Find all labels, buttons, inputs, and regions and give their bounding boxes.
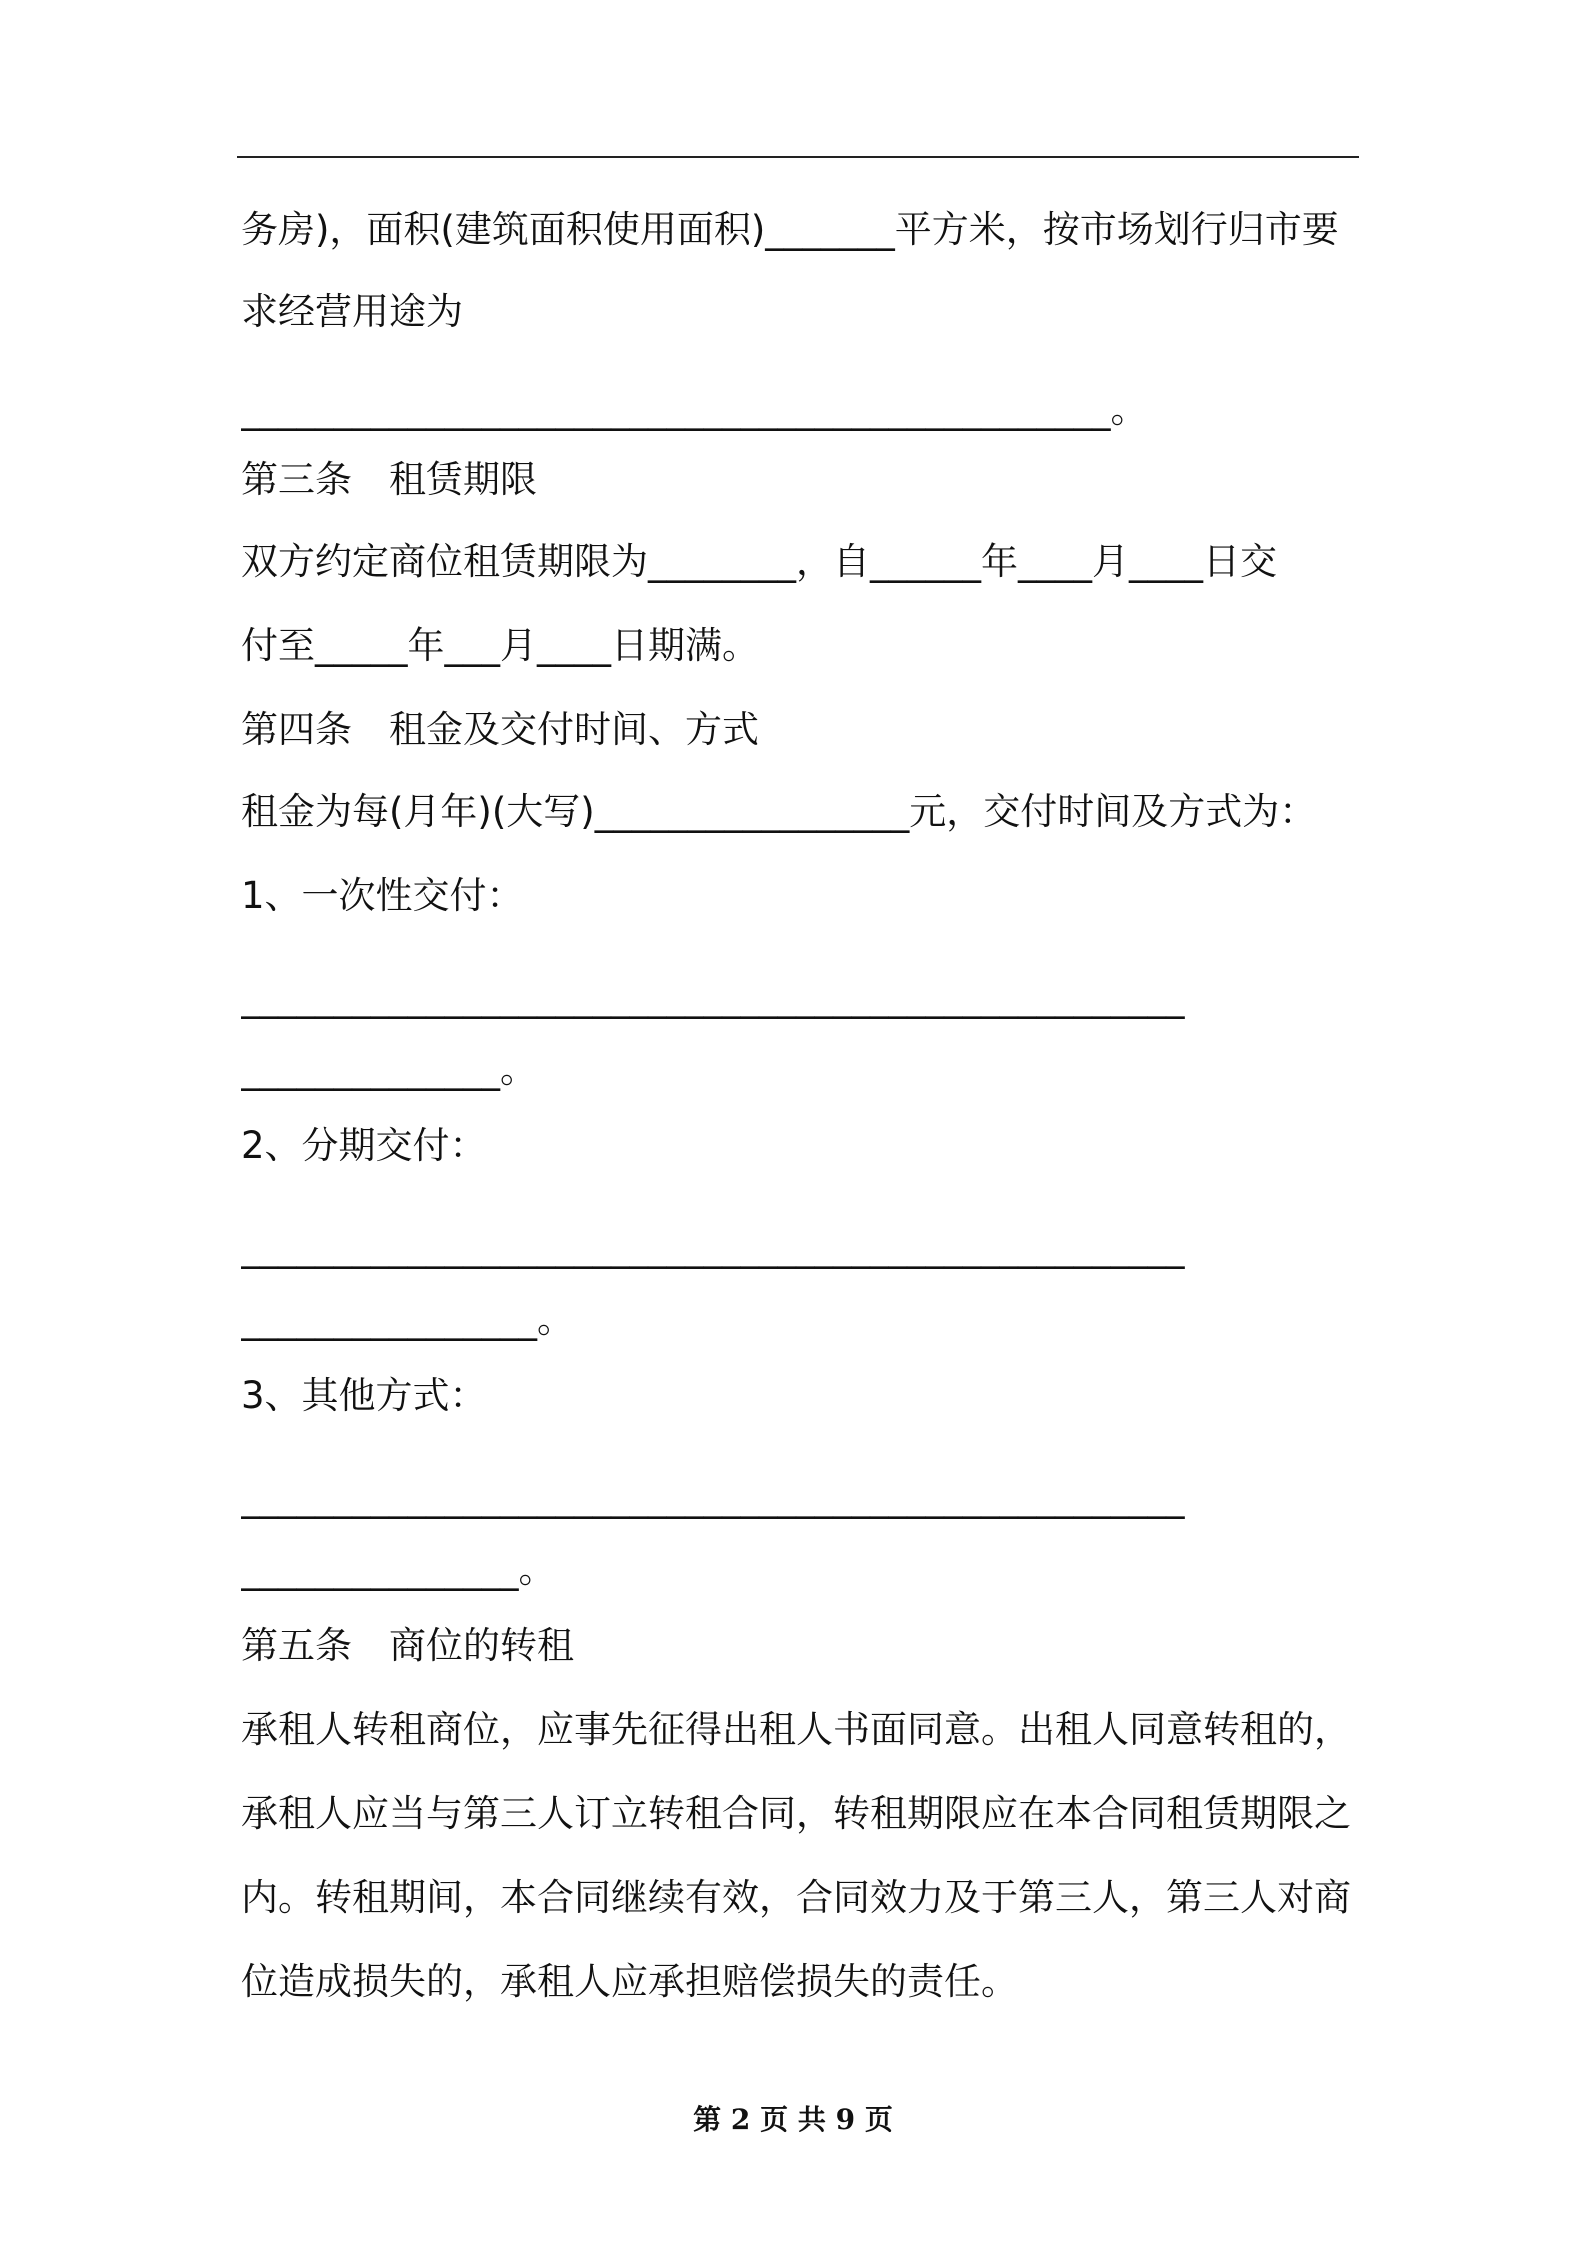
text-line-sublet-3: 内。转租期间，本合同继续有效，合同效力及于第三人，第三人对商 [241, 1876, 1351, 1919]
text-line-sublet-2: 承租人应当与第三人订立转租合同，转租期限应在本合同租赁期限之 [241, 1792, 1351, 1835]
text-line-lease-end: 付至_____年___月____日期满。 [241, 624, 759, 667]
item-1-blank-line-2: ______________。 [241, 1048, 537, 1091]
item-1-blank-line-1: ___________________________________________________ [241, 976, 1185, 1019]
article-5-heading: 第五条 商位的转租 [241, 1624, 574, 1667]
item-3-blank-line-1: ___________________________________________________ [241, 1476, 1185, 1519]
text-line-sublet-4: 位造成损失的，承租人应承担赔偿损失的责任。 [241, 1960, 1018, 2003]
text-line-1: 务房)，面积(建筑面积使用面积)_______平方米，按市场划行归市要 [241, 208, 1339, 251]
text-line-lease-term: 双方约定商位租赁期限为________，自______年____月____日交 [241, 540, 1277, 583]
header-rule [237, 156, 1359, 158]
item-1-label: 1、一次性交付： [241, 874, 524, 917]
item-2-blank-line-1: ___________________________________________________ [241, 1226, 1185, 1269]
article-4-heading: 第四条 租金及交付时间、方式 [241, 708, 759, 751]
item-3-label: 3、其他方式： [241, 1374, 487, 1417]
item-3-blank-line-2: _______________。 [241, 1548, 556, 1591]
text-line-sublet-1: 承租人转租商位，应事先征得出租人书面同意。出租人同意转租的， [241, 1708, 1351, 1751]
text-line-2: 求经营用途为 [241, 290, 463, 333]
text-line-rent: 租金为每(月年)(大写)_________________元，交付时间及方式为： [241, 790, 1317, 833]
item-2-label: 2、分期交付： [241, 1124, 487, 1167]
blank-line-purpose: _______________________________________________。 [241, 388, 1148, 431]
item-2-blank-line-2: ________________。 [241, 1298, 574, 1341]
page-number: 第 2 页 共 9 页 [693, 2103, 893, 2136]
article-3-heading: 第三条 租赁期限 [241, 458, 537, 501]
